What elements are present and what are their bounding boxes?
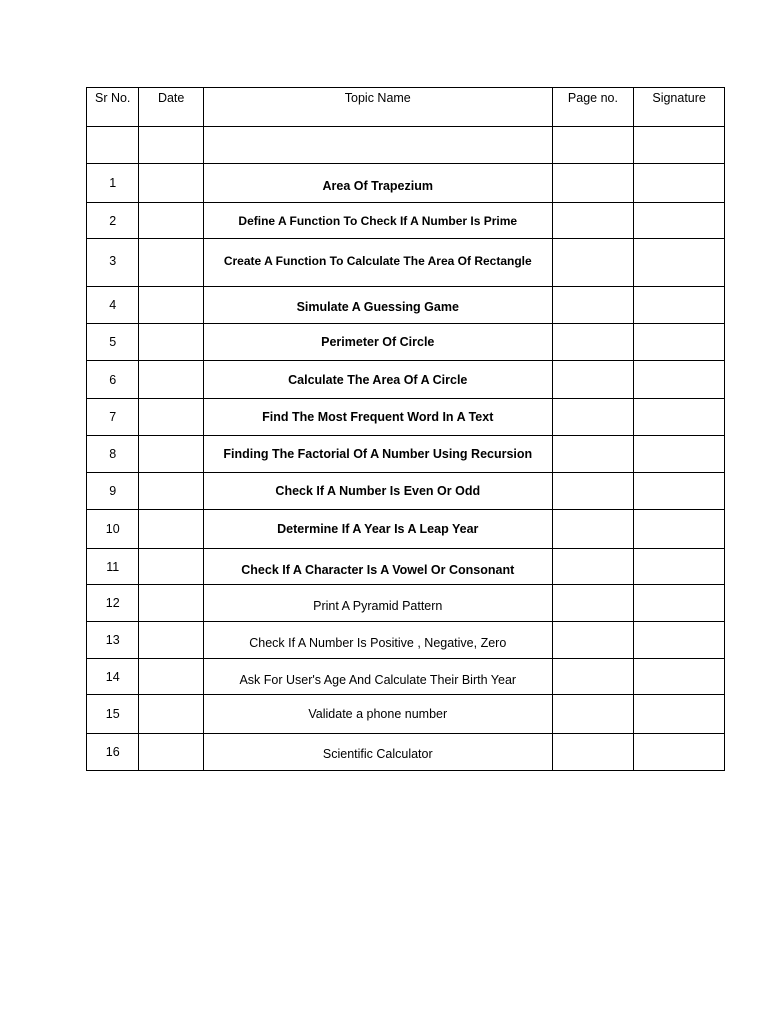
sr-no-cell: 3 — [87, 239, 139, 287]
date-cell — [139, 734, 204, 771]
sr-no-cell: 15 — [87, 695, 139, 734]
sr-no-cell: 5 — [87, 324, 139, 361]
blank-cell — [203, 127, 552, 164]
header-signature: Signature — [634, 88, 725, 127]
page-no-cell — [552, 549, 634, 585]
sr-no-cell: 6 — [87, 361, 139, 399]
sr-no-cell: 10 — [87, 510, 139, 549]
date-cell — [139, 164, 204, 203]
page-no-cell — [552, 585, 634, 622]
table-row — [87, 549, 725, 585]
date-cell — [139, 585, 204, 622]
date-cell — [139, 324, 204, 361]
topic-cell: Check If A Number Is Positive , Negative, Zero — [203, 622, 552, 659]
date-cell — [139, 436, 204, 473]
topic-cell: Create A Function To Calculate The Area Of Rectangle — [203, 239, 552, 287]
signature-cell — [634, 324, 725, 361]
table-row — [87, 473, 725, 510]
page-no-cell — [552, 695, 634, 734]
header-topic-name: Topic Name — [203, 88, 552, 127]
page-no-cell — [552, 473, 634, 510]
topic-cell: Scientific Calculator — [203, 734, 552, 771]
signature-cell — [634, 399, 725, 436]
sr-no-cell: 4 — [87, 287, 139, 324]
date-cell — [139, 361, 204, 399]
date-cell — [139, 287, 204, 324]
topic-cell: Print A Pyramid Pattern — [203, 585, 552, 622]
date-cell — [139, 510, 204, 549]
topic-cell: Ask For User's Age And Calculate Their Birth Year — [203, 659, 552, 695]
signature-cell — [634, 473, 725, 510]
sr-no-cell: 9 — [87, 473, 139, 510]
sr-no-cell: 8 — [87, 436, 139, 473]
table-row — [87, 287, 725, 324]
header-sr-no: Sr No. — [87, 88, 139, 127]
header-date: Date — [139, 88, 204, 127]
sr-no-cell: 1 — [87, 164, 139, 203]
table-row — [87, 399, 725, 436]
page-no-cell — [552, 164, 634, 203]
table-row — [87, 622, 725, 659]
signature-cell — [634, 585, 725, 622]
page-no-cell — [552, 659, 634, 695]
table-row — [87, 734, 725, 771]
page-no-cell — [552, 622, 634, 659]
blank-cell — [139, 127, 204, 164]
topic-cell: Perimeter Of Circle — [203, 324, 552, 361]
topic-cell: Check If A Character Is A Vowel Or Consonant — [203, 549, 552, 585]
table-row — [87, 324, 725, 361]
topic-cell: Define A Function To Check If A Number Is Prime — [203, 203, 552, 239]
sr-no-cell: 11 — [87, 549, 139, 585]
blank-cell — [87, 127, 139, 164]
table-row — [87, 203, 725, 239]
blank-cell — [552, 127, 634, 164]
date-cell — [139, 695, 204, 734]
topic-cell: Validate a phone number — [203, 695, 552, 734]
header-page-no: Page no. — [552, 88, 634, 127]
topic-cell: Calculate The Area Of A Circle — [203, 361, 552, 399]
topic-cell: Find The Most Frequent Word In A Text — [203, 399, 552, 436]
topic-cell: Area Of Trapezium — [203, 164, 552, 203]
date-cell — [139, 399, 204, 436]
table-row — [87, 510, 725, 549]
date-cell — [139, 473, 204, 510]
topic-cell: Simulate A Guessing Game — [203, 287, 552, 324]
sr-no-cell: 7 — [87, 399, 139, 436]
signature-cell — [634, 549, 725, 585]
index-table — [86, 87, 725, 771]
signature-cell — [634, 203, 725, 239]
signature-cell — [634, 695, 725, 734]
page-no-cell — [552, 399, 634, 436]
page-no-cell — [552, 436, 634, 473]
topic-cell: Check If A Number Is Even Or Odd — [203, 473, 552, 510]
signature-cell — [634, 622, 725, 659]
table-row — [87, 695, 725, 734]
signature-cell — [634, 239, 725, 287]
page-no-cell — [552, 734, 634, 771]
signature-cell — [634, 510, 725, 549]
signature-cell — [634, 164, 725, 203]
sr-no-cell: 14 — [87, 659, 139, 695]
page-no-cell — [552, 287, 634, 324]
date-cell — [139, 203, 204, 239]
page-no-cell — [552, 324, 634, 361]
signature-cell — [634, 361, 725, 399]
blank-row — [87, 127, 725, 164]
topic-cell: Finding The Factorial Of A Number Using Recursion — [203, 436, 552, 473]
blank-cell — [634, 127, 725, 164]
page-no-cell — [552, 239, 634, 287]
table-row — [87, 436, 725, 473]
signature-cell — [634, 287, 725, 324]
table-row — [87, 164, 725, 203]
table-row — [87, 361, 725, 399]
sr-no-cell: 12 — [87, 585, 139, 622]
signature-cell — [634, 734, 725, 771]
table-row — [87, 585, 725, 622]
signature-cell — [634, 436, 725, 473]
page-no-cell — [552, 203, 634, 239]
page-no-cell — [552, 510, 634, 549]
date-cell — [139, 549, 204, 585]
date-cell — [139, 239, 204, 287]
date-cell — [139, 659, 204, 695]
signature-cell — [634, 659, 725, 695]
sr-no-cell: 16 — [87, 734, 139, 771]
date-cell — [139, 622, 204, 659]
table-row — [87, 239, 725, 287]
table-row — [87, 659, 725, 695]
index-sheet — [86, 87, 725, 771]
sr-no-cell: 13 — [87, 622, 139, 659]
header-row — [87, 88, 725, 127]
topic-cell: Determine If A Year Is A Leap Year — [203, 510, 552, 549]
page-no-cell — [552, 361, 634, 399]
sr-no-cell: 2 — [87, 203, 139, 239]
